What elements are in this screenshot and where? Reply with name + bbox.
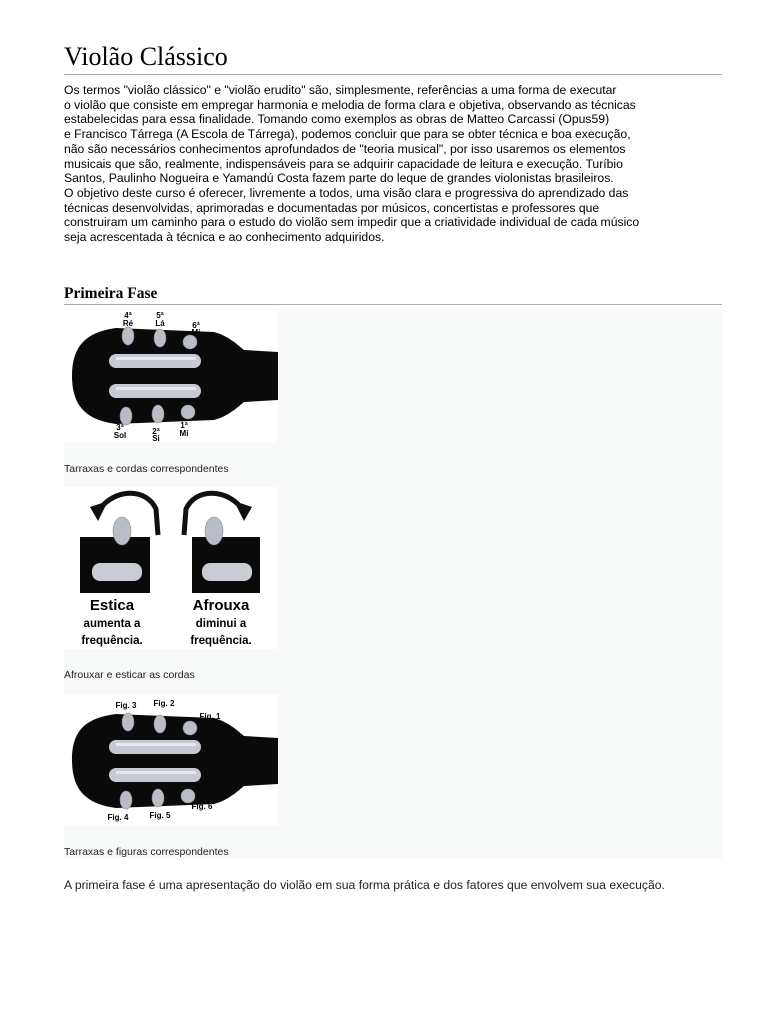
peg-label: Mi [191,328,201,337]
arrow-icon [90,501,108,521]
fig-label: Fig. 6 [191,802,213,811]
tighten-line: aumenta a [83,618,141,630]
figure-tuning-pegs-figures[interactable] [64,694,278,826]
intro-line: técnicas desenvolvidas, aprimoradas e documentadas por músicos, concertistas e professores que [64,200,600,215]
headstock-figures-diagram [64,694,278,826]
tighten-line: frequência. [81,635,143,647]
peg-label: 2ª [152,427,160,436]
intro-line: construiram um caminho para o estudo do violão sem impedir que a criatividade individual de cada músico [64,215,640,230]
arrow-icon [234,501,252,521]
closing-paragraph: A primeira fase é uma apresentação do violão em sua forma prática e dos fatores que envolvem sua execução. [64,878,665,892]
intro-paragraph [64,83,722,245]
figure-caption: Afrouxar e esticar as cordas [64,669,195,681]
fig-label: Fig. 2 [153,699,175,708]
intro-line: musicais que são, realmente, indispensáveis para se adquirir capacidade de leitura e execução. Turíbio [64,156,623,171]
intro-line: e Francisco Tárrega (A Escola de Tárrega), podemos concluir que para se obter técnica e boa execução, [64,127,631,142]
article [64,40,722,892]
tighten-title: Estica [89,597,135,614]
loosen-title: Afrouxa [192,597,250,614]
loosen-line: frequência. [190,635,252,647]
fig-label: Fig. 4 [107,813,129,822]
fig-label: Fig. 3 [115,701,137,710]
figure-caption: Tarraxas e cordas correspondentes [64,463,229,475]
intro-line: O objetivo deste curso é oferecer, livremente a todos, uma visão clara e progressiva do aprendizado das [64,185,629,200]
intro-line: o violão que consiste em empregar harmonia e melodia de forma clara e objetiva, observando as técnicas [64,97,636,112]
intro-line: não são necessários conhecimentos aprofundados de "teoria musical", por isso usaremos os elementos [64,141,626,156]
intro-line: estabelecidas para essa finalidade. Tomando como exemplos as obras de Matteo Carcassi (Opus59) [64,112,610,127]
figure-tuning-pegs-strings[interactable] [64,310,278,443]
intro-line: Santos, Paulinho Nogueira e Yamandú Costa fazem parte do leque de grandes violonistas brasileiros. [64,171,614,186]
peg-label: 3ª [116,423,124,432]
loosen-tighten-image[interactable] [64,487,278,649]
peg-label: Si [152,434,160,443]
figure-caption: Tarraxas e figuras correspondentes [64,846,229,858]
image-gallery [64,310,722,859]
peg-label: 1ª [180,421,188,430]
page-title: Violão Clássico [64,40,722,75]
loosen-line: diminui a [195,618,247,630]
peg-label: Sol [113,431,127,440]
figure-loosen-tighten[interactable] [64,487,278,649]
fig-label: Fig. 5 [149,811,171,820]
peg-label: Mi [179,429,189,438]
peg-label: Ré [122,319,134,328]
peg-label: 6ª [192,321,200,330]
section-heading: Primeira Fase [64,284,722,305]
headstock-strings-image[interactable] [64,310,278,443]
headstock-diagram [64,310,278,443]
peg-label: Lá [155,319,165,328]
intro-line: Os termos "violão clássico" e "violão erudito" são, simplesmente, referências a uma forma de executar [64,83,617,97]
intro-line: seja acrescentada à técnica e ao conhecimento adquiridos. [64,230,385,245]
peg-label: 5ª [156,311,164,320]
loosen-tighten-diagram [64,487,278,649]
headstock-figures-image[interactable] [64,694,278,826]
fig-label: Fig. 1 [199,712,221,721]
peg-label: 4ª [124,311,132,320]
